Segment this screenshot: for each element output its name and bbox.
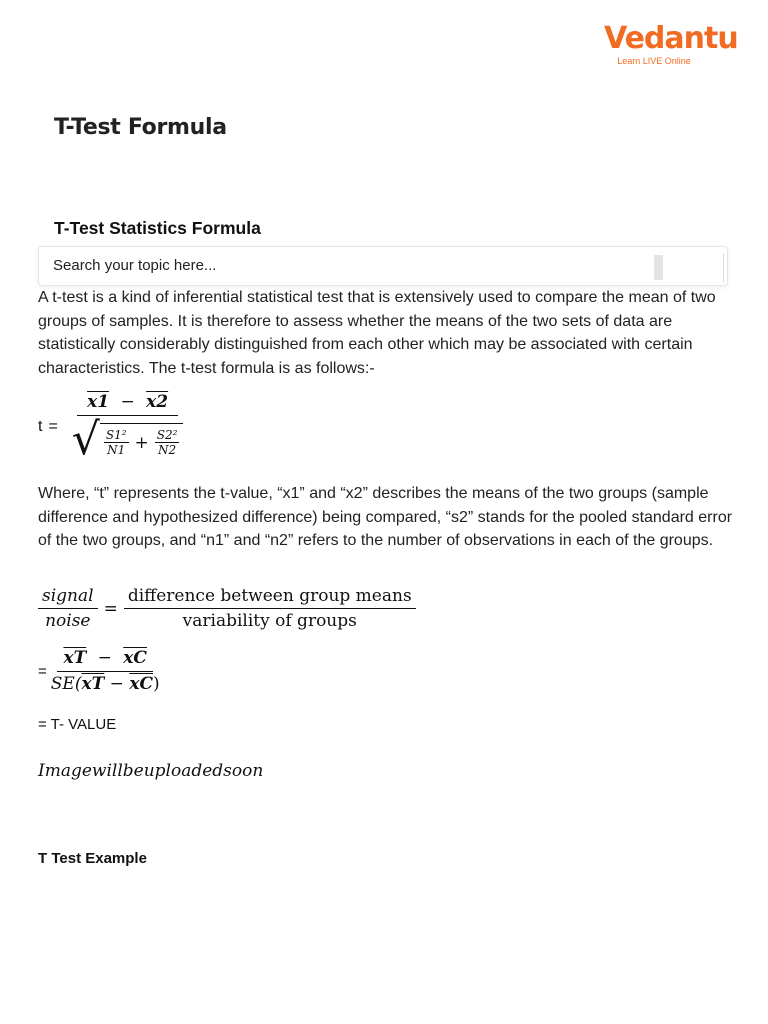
equals-sign: = bbox=[38, 662, 47, 680]
n2: N2 bbox=[158, 443, 177, 457]
mean-xt: $\overline{xT}$ bbox=[63, 648, 87, 668]
t-denominator bbox=[68, 414, 188, 465]
variability-of-groups: variability of groups bbox=[182, 611, 357, 631]
s2-squared: S2² bbox=[156, 428, 178, 442]
difference-between-means: difference between group means bbox=[124, 586, 416, 609]
where-paragraph: Where, “t” represents the t-value, “x1” and “x2” describes the means of the two groups (sample difference and hypothesized difference) being compared, “s2” stands for the pooled standard error of the two groups, and “n1” and “n2” refers to the number of observations in each of the groups. bbox=[38, 485, 733, 549]
sqrt-icon: √ bbox=[71, 414, 100, 465]
page-title: T-Test Formula bbox=[54, 115, 227, 140]
mean-xt-denominator: $\overline{xT}$ bbox=[81, 674, 105, 694]
sqrt-body bbox=[100, 423, 184, 457]
signal-noise-fraction bbox=[38, 586, 98, 631]
se-numerator bbox=[57, 648, 153, 672]
mean-xc: $\overline{xC}$ bbox=[123, 648, 147, 668]
group-means-fraction bbox=[124, 586, 416, 631]
se-prefix: SE( bbox=[50, 674, 82, 694]
section-title: T-Test Statistics Formula bbox=[54, 218, 261, 238]
se-fraction bbox=[47, 648, 164, 694]
se-suffix: ) bbox=[153, 674, 160, 694]
mean-x1: x1 bbox=[87, 392, 110, 412]
mean-x2: x2 bbox=[146, 392, 169, 412]
formula-t-symbol: t bbox=[38, 418, 43, 435]
t-value-line: = T- VALUE bbox=[38, 716, 117, 733]
variance-term-1 bbox=[104, 428, 129, 457]
equals-sign: = bbox=[103, 598, 118, 619]
brand-tagline: Learn LIVE Online bbox=[617, 56, 691, 66]
mean-xc-denominator: $\overline{xC}$ bbox=[129, 674, 153, 694]
noise-label: noise bbox=[45, 611, 91, 631]
t-fraction bbox=[68, 392, 188, 465]
minus-sign-denominator: − bbox=[104, 674, 130, 694]
search-input[interactable] bbox=[53, 257, 633, 274]
search-scroll-handle bbox=[654, 255, 663, 280]
variance-term-2 bbox=[155, 428, 180, 457]
t-numerator bbox=[77, 392, 178, 416]
s1-squared: S1² bbox=[105, 428, 127, 442]
formula-equals: = bbox=[48, 418, 58, 435]
vedantu-logo[interactable] bbox=[604, 21, 738, 66]
minus-sign: − bbox=[97, 648, 112, 668]
example-heading: T Test Example bbox=[38, 850, 147, 867]
image-placeholder-note: Imagewillbeuploadedsoon bbox=[38, 761, 264, 781]
search-bar[interactable] bbox=[38, 246, 728, 286]
t-test-formula bbox=[38, 392, 187, 465]
signal-noise-formula bbox=[38, 586, 416, 631]
standard-error-formula bbox=[38, 648, 164, 694]
intro-paragraph: A t-test is a kind of inferential statistical test that is extensively used to compare the mean of two groups of samples. It is therefore to assess whether the means of the two sets of data are statistically considerably distinguished from each other which may be associated with certain characteristics. The t-test formula is as follows:- bbox=[38, 289, 716, 377]
square-root bbox=[71, 414, 184, 465]
minus-sign: − bbox=[120, 392, 135, 412]
plus-sign: + bbox=[134, 432, 149, 453]
search-edge bbox=[723, 253, 727, 283]
brand-name: Vedantu bbox=[604, 21, 738, 56]
n1: N1 bbox=[107, 443, 126, 457]
se-denominator bbox=[47, 672, 164, 694]
signal-label: signal bbox=[38, 586, 98, 609]
